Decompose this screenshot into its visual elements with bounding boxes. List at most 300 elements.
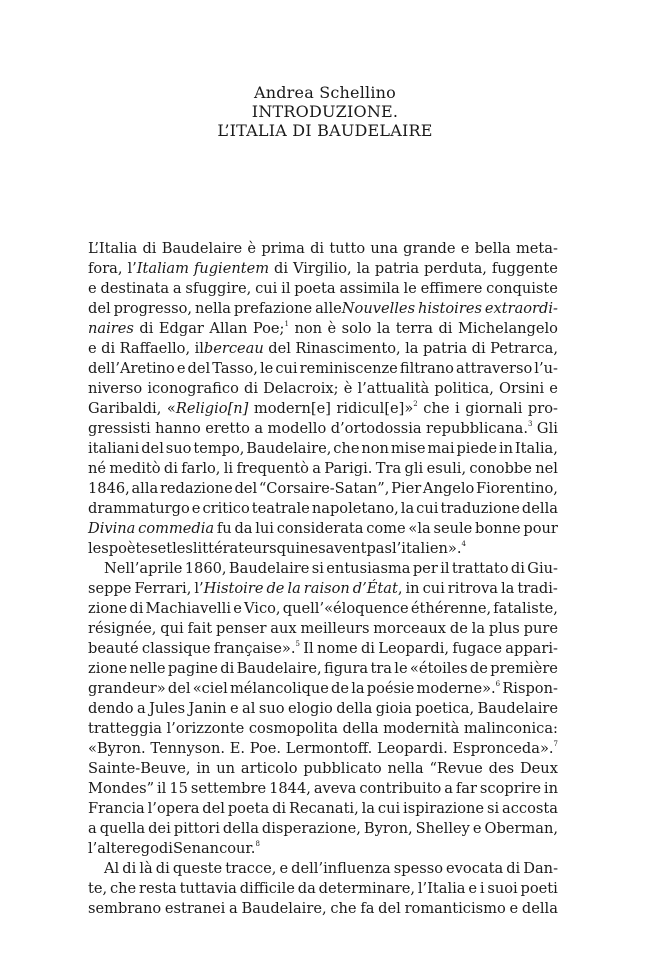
- word: [403, 239, 455, 259]
- roman-text: fora,: [88, 260, 123, 277]
- roman-text: Nell’aprile: [104, 560, 183, 577]
- roman-text: l’alter: [88, 840, 133, 857]
- word: [527, 559, 558, 579]
- word: [472, 619, 485, 639]
- roman-text: gli: [404, 460, 424, 477]
- roman-text: Fiorentino,: [476, 480, 558, 497]
- roman-text: fuggente: [491, 260, 558, 277]
- roman-text: 1844,: [269, 780, 311, 797]
- word: [177, 359, 186, 379]
- roman-text: Gli: [536, 420, 558, 437]
- word: [241, 759, 298, 779]
- word: [421, 279, 483, 299]
- italic-text: commedia: [138, 520, 215, 537]
- word: [465, 399, 522, 419]
- roman-text: “Revue: [429, 760, 483, 777]
- roman-text: di: [101, 340, 116, 357]
- roman-text: prima: [261, 240, 305, 257]
- roman-text: di: [220, 660, 235, 677]
- roman-text: Baudelaire,: [236, 660, 322, 677]
- word: [88, 899, 161, 919]
- word: [535, 459, 558, 479]
- word: [88, 339, 97, 359]
- word: [394, 659, 407, 679]
- roman-text: les: [172, 540, 193, 557]
- word: [362, 799, 375, 819]
- word: [130, 659, 166, 679]
- roman-text: e: [233, 600, 242, 617]
- roman-text: Parigi.: [324, 460, 373, 477]
- word: [361, 439, 389, 459]
- text-line: [88, 579, 558, 599]
- word: [339, 279, 399, 299]
- word: [319, 879, 415, 899]
- roman-text: che: [109, 880, 137, 897]
- word: [228, 799, 269, 819]
- roman-text: a: [172, 280, 182, 297]
- roman-text: italiani: [88, 440, 140, 457]
- word: [139, 319, 153, 339]
- roman-text: mise: [390, 440, 426, 457]
- roman-text: poeti: [520, 880, 558, 897]
- roman-text: suoi: [487, 880, 518, 897]
- text-line: [88, 379, 558, 399]
- roman-text: niverso: [88, 380, 143, 397]
- word: [275, 359, 297, 379]
- word: [150, 739, 225, 759]
- text-line: [88, 639, 558, 659]
- word: [195, 299, 231, 319]
- roman-text: e: [549, 380, 558, 397]
- word: [493, 599, 558, 619]
- roman-text: della: [336, 700, 373, 717]
- italic-text: naires: [88, 320, 134, 337]
- word: [88, 239, 137, 259]
- roman-text: evocata: [446, 860, 504, 877]
- roman-text: a: [254, 420, 264, 437]
- word: [287, 579, 300, 599]
- roman-text: trattato: [451, 560, 509, 577]
- roman-text: appari-: [505, 640, 558, 657]
- roman-text: del: [202, 800, 225, 817]
- roman-text: Leopardi,: [378, 640, 450, 657]
- roman-text: dell’Aretino: [88, 360, 175, 377]
- roman-text: de: [469, 660, 488, 677]
- roman-text: dei: [148, 820, 171, 837]
- roman-text: della: [521, 500, 558, 517]
- roman-text: della: [521, 900, 558, 917]
- word: [289, 799, 359, 819]
- text-line: [88, 299, 558, 319]
- roman-text: in: [405, 580, 420, 597]
- roman-text: fugace: [452, 640, 502, 657]
- word: [104, 859, 119, 879]
- word: [173, 859, 222, 879]
- author-name: Andrea Schellino: [253, 83, 397, 102]
- word: [286, 739, 372, 759]
- roman-text: di: [360, 640, 375, 657]
- word: [110, 879, 136, 899]
- word: [142, 639, 211, 659]
- roman-text: Michelangelo: [457, 320, 558, 337]
- roman-text: e: [229, 700, 239, 717]
- roman-text: Senancour.: [172, 840, 256, 857]
- word: [283, 599, 409, 619]
- text-line: [88, 539, 558, 559]
- word: [250, 739, 281, 759]
- word: [440, 559, 449, 579]
- word: [351, 679, 364, 699]
- word: [242, 699, 255, 719]
- roman-text: modello: [267, 420, 327, 437]
- roman-text: l’attualità: [357, 380, 430, 397]
- roman-text: estranei: [164, 900, 226, 917]
- roman-text: politica,: [434, 380, 494, 397]
- footnote-ref[interactable]: 6: [495, 680, 501, 689]
- roman-text: di: [163, 460, 178, 477]
- roman-text: del: [268, 340, 291, 357]
- roman-text: Virgilio,: [292, 260, 352, 277]
- word: [318, 539, 366, 559]
- word: [88, 739, 146, 759]
- word: [234, 299, 312, 319]
- word: [247, 239, 256, 259]
- roman-text: settembre: [190, 780, 267, 797]
- roman-text: piede: [456, 440, 498, 457]
- roman-text: de: [449, 620, 468, 637]
- roman-text: e: [460, 240, 470, 257]
- word: [331, 679, 349, 699]
- word: [473, 819, 482, 839]
- roman-text: nel: [535, 460, 558, 477]
- text-line: [88, 679, 558, 699]
- word: [291, 859, 391, 879]
- roman-text: determinare,: [318, 880, 415, 897]
- roman-text: zione: [88, 600, 128, 617]
- word: [378, 899, 401, 919]
- roman-text: Orsini: [499, 380, 545, 397]
- word: [446, 859, 503, 879]
- word: [314, 779, 357, 799]
- word: [230, 739, 245, 759]
- word: [188, 359, 211, 379]
- word: [505, 639, 558, 659]
- word: [139, 879, 177, 899]
- word: [367, 679, 415, 699]
- word: [139, 859, 152, 879]
- roman-text: del: [234, 480, 258, 497]
- roman-text: ego: [132, 840, 159, 857]
- roman-text: aux: [270, 620, 297, 637]
- word: [329, 239, 365, 259]
- roman-text: l’italien».: [391, 540, 462, 557]
- word: [300, 539, 318, 559]
- roman-text: poeta: [294, 280, 336, 297]
- roman-text: modernità: [383, 720, 460, 737]
- word: [312, 459, 321, 479]
- word: [229, 559, 309, 579]
- italic-text: Histoire: [203, 580, 264, 597]
- word: [353, 579, 403, 599]
- roman-text: Dan-: [523, 860, 558, 877]
- text-line: [88, 399, 558, 419]
- roman-text: meditò: [109, 460, 161, 477]
- text-line: [88, 259, 558, 279]
- text-line: [88, 819, 558, 839]
- word: [270, 619, 296, 639]
- footnote-ref[interactable]: 3: [528, 420, 533, 429]
- roman-text: la: [400, 500, 415, 517]
- word: [185, 279, 251, 299]
- word: [246, 439, 331, 459]
- roman-text: e: [88, 280, 97, 297]
- word: [88, 319, 134, 339]
- roman-text: terra: [395, 320, 433, 337]
- roman-text: di: [310, 240, 325, 257]
- italic-text: de: [266, 580, 285, 597]
- roman-text: l’: [127, 260, 137, 277]
- italic-text: berceau: [203, 340, 264, 357]
- roman-text: qui: [160, 620, 184, 637]
- word: [279, 859, 288, 879]
- word: [122, 859, 136, 879]
- word: [456, 359, 532, 379]
- word: [142, 239, 156, 259]
- roman-text: un: [216, 760, 236, 777]
- italic-text: Religio[n]: [175, 400, 249, 417]
- roman-text: fu: [216, 520, 232, 537]
- word: [202, 799, 225, 819]
- text-line: [88, 519, 558, 539]
- roman-text: tratteggia: [88, 720, 162, 737]
- roman-text: drammaturgo: [88, 500, 190, 517]
- footnote-ref[interactable]: 5: [295, 640, 300, 649]
- word: [522, 899, 558, 919]
- word: [376, 699, 412, 719]
- italic-text: Divina: [88, 520, 136, 537]
- roman-text: a: [312, 460, 321, 477]
- roman-text: del: [378, 900, 401, 917]
- word: [88, 699, 134, 719]
- word: [88, 599, 127, 619]
- word: [415, 699, 474, 719]
- roman-text: l’opera: [147, 800, 200, 817]
- word: [181, 459, 220, 479]
- roman-text: difficile: [239, 880, 295, 897]
- word: [268, 339, 291, 359]
- roman-text: les: [88, 540, 109, 557]
- roman-text: “Corsaire-Satan”,: [258, 480, 390, 497]
- word: [88, 879, 107, 899]
- word: [230, 679, 329, 699]
- word: [272, 799, 286, 819]
- word: [168, 679, 191, 699]
- text-line: [88, 659, 558, 679]
- roman-text: Pier: [391, 480, 422, 497]
- text-line: [88, 239, 558, 259]
- text-line: [88, 759, 558, 779]
- roman-text: di: [510, 560, 525, 577]
- roman-text: che: [330, 900, 357, 917]
- roman-text: meilleurs: [300, 620, 370, 637]
- footnote-ref[interactable]: 8: [255, 840, 260, 849]
- roman-text: «ciel: [192, 680, 228, 697]
- word: [423, 339, 467, 359]
- word: [88, 819, 97, 839]
- footnote-ref[interactable]: 4: [461, 540, 466, 549]
- roman-text: Tasso,: [212, 360, 258, 377]
- word: [88, 799, 145, 819]
- roman-text: nome: [316, 640, 358, 657]
- word: [100, 819, 145, 839]
- footnote-ref[interactable]: 2: [413, 400, 418, 409]
- roman-text: il: [440, 560, 450, 577]
- word: [461, 239, 470, 259]
- roman-text: da: [234, 520, 253, 537]
- roman-text: cui: [416, 500, 439, 517]
- word: [315, 299, 415, 319]
- roman-text: patria: [422, 340, 468, 357]
- roman-text: Garibaldi,: [88, 400, 162, 417]
- text-line: [88, 779, 558, 799]
- word: [472, 339, 486, 359]
- word: [159, 839, 173, 859]
- chapter-title: INTRODUZIONE.: [251, 102, 399, 121]
- roman-text: a: [88, 820, 97, 837]
- roman-text: come: [366, 520, 406, 537]
- roman-text: gioia: [375, 700, 412, 717]
- text-line: [88, 339, 558, 359]
- roman-text: prefazione: [233, 300, 313, 317]
- word: [168, 659, 218, 679]
- word: [220, 659, 234, 679]
- word: [357, 379, 429, 399]
- word: [392, 539, 466, 559]
- word: [293, 259, 352, 279]
- roman-text: entusiasma: [326, 560, 411, 577]
- roman-text: 1846,: [88, 480, 130, 497]
- word: [452, 739, 558, 759]
- roman-text: cosmopolita: [248, 720, 338, 737]
- word: [173, 839, 260, 859]
- roman-text: morceaux: [373, 620, 447, 637]
- roman-text: Italia,: [514, 440, 558, 457]
- word: [524, 619, 558, 639]
- roman-text: Machiavelli: [145, 600, 232, 617]
- roman-text: scoprire: [479, 780, 541, 797]
- word: [458, 319, 558, 339]
- roman-text: L’Italia: [88, 240, 138, 257]
- word: [521, 879, 558, 899]
- roman-text: modern[e]: [253, 400, 331, 417]
- word: [312, 559, 324, 579]
- roman-text: pittori: [173, 820, 220, 837]
- roman-text: bella: [474, 240, 511, 257]
- roman-text: là: [139, 860, 153, 877]
- roman-text: accosta: [502, 800, 558, 817]
- word: [263, 379, 338, 399]
- roman-text: littérateurs: [192, 540, 277, 557]
- word: [468, 879, 477, 899]
- footnote-ref[interactable]: 1: [284, 320, 289, 329]
- roman-text: française».: [213, 640, 296, 657]
- word: [88, 459, 106, 479]
- roman-text: in: [196, 760, 211, 777]
- word: [388, 759, 424, 779]
- word: [423, 479, 474, 499]
- roman-text: Oberman,: [484, 820, 558, 837]
- roman-text: e: [191, 500, 201, 517]
- roman-text: di: [506, 860, 521, 877]
- word: [173, 279, 182, 299]
- roman-text: Francia: [88, 800, 145, 817]
- word: [261, 239, 305, 259]
- word: [109, 539, 158, 559]
- roman-text: des: [488, 760, 515, 777]
- roman-text: Petrarca,: [490, 340, 558, 357]
- word: [262, 819, 361, 839]
- text-line: [88, 459, 558, 479]
- roman-text: Byron,: [363, 820, 413, 837]
- roman-text: zione: [88, 660, 128, 677]
- word: [455, 399, 460, 419]
- roman-text: «étoiles: [409, 660, 468, 677]
- roman-text: pubblicato: [303, 760, 382, 777]
- roman-text: tutto: [329, 240, 366, 257]
- word: [146, 599, 231, 619]
- roman-text: cui: [255, 280, 278, 297]
- word: [165, 899, 225, 919]
- footnote-ref[interactable]: 7: [553, 740, 558, 749]
- word: [132, 839, 159, 859]
- word: [469, 459, 531, 479]
- roman-text: pas: [366, 540, 392, 557]
- word: [416, 819, 470, 839]
- word: [166, 439, 192, 459]
- roman-text: grande: [403, 240, 456, 257]
- word: [517, 579, 557, 599]
- word: [400, 359, 454, 379]
- word: [506, 859, 520, 879]
- roman-text: del: [167, 680, 191, 697]
- word: [205, 419, 250, 439]
- roman-text: suo: [258, 700, 285, 717]
- word: [88, 359, 175, 379]
- roman-text: assimila: [339, 280, 400, 297]
- roman-text: articolo: [240, 760, 298, 777]
- word: [444, 779, 453, 799]
- roman-text: ,: [397, 580, 403, 597]
- roman-text: non: [294, 320, 323, 337]
- roman-text: Giu-: [527, 560, 558, 577]
- word: [230, 699, 239, 719]
- text-line: [88, 279, 558, 299]
- word: [523, 859, 558, 879]
- word: [360, 899, 374, 919]
- roman-text: Poe;: [252, 320, 285, 337]
- word: [490, 659, 558, 679]
- word: [423, 579, 445, 599]
- roman-text: cui: [275, 360, 298, 377]
- roman-text: Rinascimento,: [295, 340, 401, 357]
- roman-text: destinata: [100, 280, 170, 297]
- word: [427, 459, 467, 479]
- roman-text: Edgar: [158, 320, 204, 337]
- roman-text: reminiscenze: [299, 360, 398, 377]
- roman-text: Shelley: [415, 820, 470, 837]
- italic-text: Italiam: [136, 260, 189, 277]
- word: [192, 499, 201, 519]
